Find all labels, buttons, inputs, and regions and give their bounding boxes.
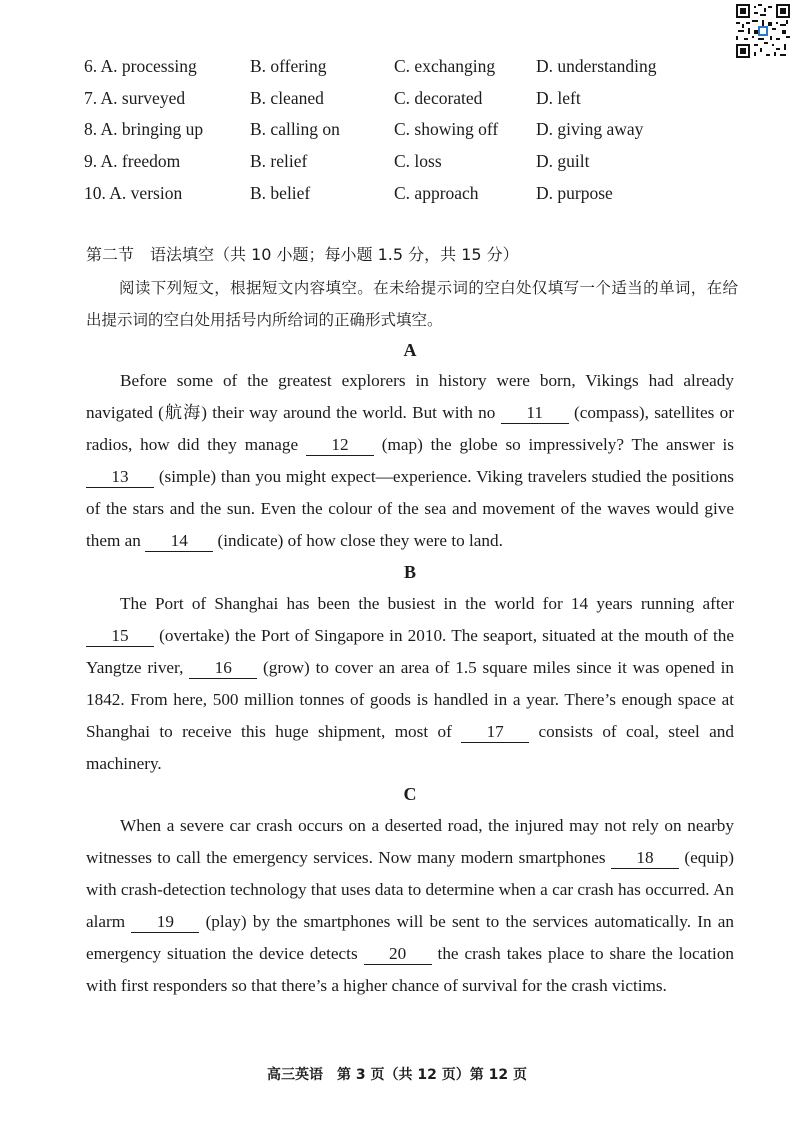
- passage-text: the crash takes place to share the location with first responders so that there’s a higher chance of survival for the crash victims.: [86, 944, 735, 995]
- passage-text: (grow) to cover an area of 1.5 square miles since it was opened in 1842. From here, 500 million tonnes of goods is handled in a year. There’s enough space at Shanghai to receive this huge shipment, most of: [86, 658, 735, 741]
- option-c: C. exchanging: [394, 56, 496, 76]
- blank-16[interactable]: 16: [189, 658, 257, 679]
- page-footer: 高三英语 第 3 页（共 12 页）第 12 页: [267, 1067, 527, 1083]
- passage-text: The Port of Shanghai has been the busiest in the world for 14 years running after: [120, 594, 734, 613]
- passage-text: (equip) with crash-detection technology that uses data to determine when a car crash has occurred. An alarm: [86, 848, 734, 931]
- option-c: C. decorated: [394, 87, 483, 108]
- section-title: 第二节 语法填空（共 10 小题；每小题 1.5 分，共 15 分）: [86, 245, 519, 264]
- option-row: [84, 115, 724, 147]
- passage-b: [86, 588, 734, 780]
- option-d: D. guilt: [536, 151, 590, 172]
- option-row: [84, 84, 724, 116]
- blank-14[interactable]: 14: [145, 531, 213, 552]
- blank-20[interactable]: 20: [364, 944, 432, 965]
- blank-12[interactable]: 12: [306, 435, 374, 456]
- option-d: D. purpose: [536, 182, 613, 203]
- option-c: C. showing off: [394, 119, 499, 140]
- answer-options: [84, 52, 724, 210]
- option-b: B. cleaned: [250, 87, 324, 108]
- option-b: B. relief: [250, 151, 308, 172]
- option-d: D. left: [536, 87, 581, 108]
- option-row: [84, 147, 724, 179]
- passage-c: [86, 810, 734, 1002]
- blank-15[interactable]: 15: [86, 626, 154, 647]
- option-b: B. offering: [250, 56, 327, 76]
- passage-a: [86, 365, 734, 557]
- option-a: 6. A. processing: [84, 56, 197, 76]
- blank-13[interactable]: 13: [86, 467, 154, 488]
- section-instruction: 阅读下列短文，根据短文内容填空。在未给提示词的空白处仅填写一个适当的单词，在给出提示词的空白处用括号内所给词的正确形式填空。: [86, 279, 738, 329]
- option-a: 7. A. surveyed: [84, 87, 186, 108]
- blank-17[interactable]: 17: [461, 722, 529, 743]
- option-d: D. giving away: [536, 119, 644, 140]
- passage-label-a: A: [403, 340, 417, 360]
- blank-19[interactable]: 19: [131, 912, 199, 933]
- option-c: C. approach: [394, 182, 479, 203]
- passage-label-c: C: [403, 784, 417, 804]
- passage-text: (compass), satellites or radios, how did they manage: [86, 403, 734, 454]
- option-row: [84, 52, 724, 84]
- option-d: D. understanding: [536, 56, 657, 76]
- option-c: C. loss: [394, 151, 442, 172]
- passage-text: (simple) than you might expect—experience. Viking travelers studied the positions of the stars and the sun. Even the colour of the sea and movement of the waves would give them an: [86, 467, 734, 550]
- passage-text: When a severe car crash occurs on a deserted road, the injured may not rely on nearby witnesses to call the emergency services. Now many modern smartphones: [86, 816, 734, 867]
- passage-label-b: B: [403, 562, 416, 582]
- option-a: 8. A. bringing up: [84, 119, 204, 140]
- passage-text: consists of coal, steel and machinery.: [86, 722, 734, 773]
- passage-text: (map) the globe so impressively? The answer is: [373, 435, 734, 454]
- blank-11[interactable]: 11: [501, 403, 569, 424]
- passage-text: (indicate) of how close they were to land.: [213, 531, 503, 550]
- option-a: 9. A. freedom: [84, 151, 181, 172]
- option-b: B. belief: [250, 182, 311, 203]
- blank-18[interactable]: 18: [611, 848, 679, 869]
- passage-text: (overtake) the Port of Singapore in 2010. The seaport, situated at the mouth of the Yangtze river,: [86, 626, 734, 677]
- passage-text: (play) by the smartphones will be sent to the services automatically. In an emergency situation the device detects: [86, 912, 734, 963]
- passage-text: Before some of the greatest explorers in history were born, Vikings had already navigated (航海) their way around the world. But with no: [86, 371, 734, 422]
- option-row: [84, 179, 724, 211]
- option-a: 10. A. version: [84, 182, 183, 203]
- option-b: B. calling on: [250, 119, 340, 140]
- qr-code-icon: [736, 4, 790, 58]
